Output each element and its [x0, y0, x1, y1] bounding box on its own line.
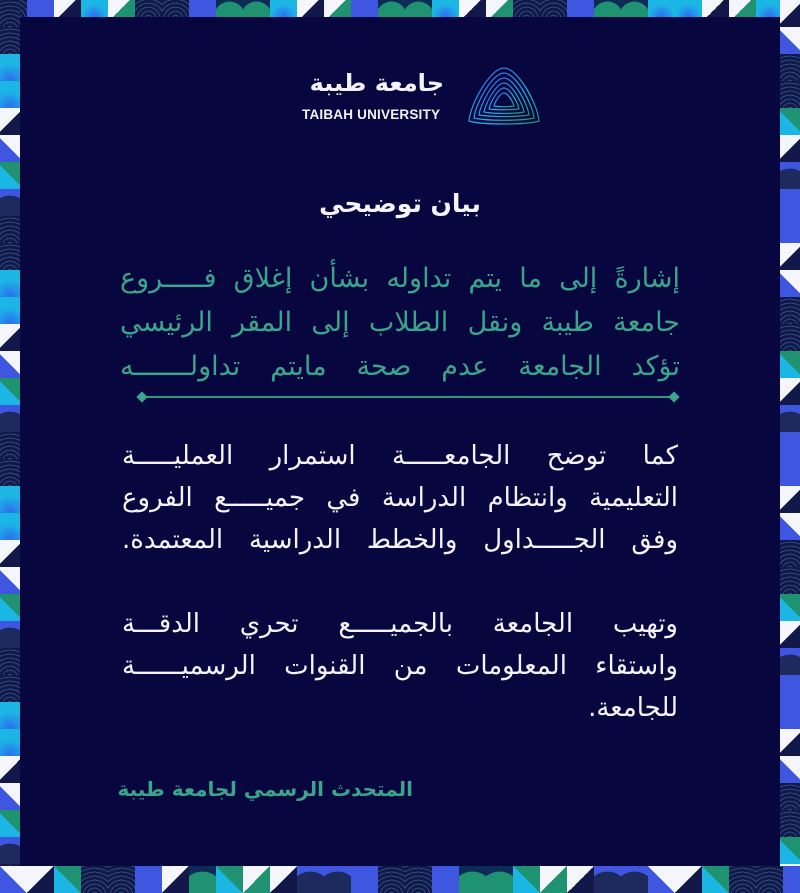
paragraph-line: وفق الجـــــداول والخطط الدراسية المعتمدة.: [122, 525, 678, 555]
statement-panel: [20, 17, 780, 866]
border-bottom: [0, 866, 800, 893]
paragraph-line: كما توضح الجامعـــــة استمرار العمليـــــة: [122, 441, 678, 471]
paragraph-line: التعليمية وانتظام الدراسة في جميـــــع الفروع: [122, 483, 678, 513]
diamond-icon: [668, 391, 679, 402]
lead-line: إشارةً إلى ما يتم تداوله بشأن إغلاق فـــــروع: [120, 263, 680, 294]
paragraph-line: وتهيب الجامعة بالجميـــــع تحري الدقـــة: [122, 609, 678, 639]
logo-english-name: TAIBAH UNIVERSITY: [302, 107, 441, 122]
lead-statement: [120, 257, 680, 389]
official-spokesperson-signature: المتحدث الرسمي لجامعة طيبة: [117, 777, 413, 801]
paragraph-line: للجامعة.: [588, 693, 678, 723]
border-right: [780, 0, 800, 893]
lead-line: تؤكد الجامعة عدم صحة مايتم تداولـــــــه: [120, 351, 680, 382]
border-top: [0, 0, 800, 17]
ornamental-divider: [138, 391, 678, 403]
university-logo: [302, 65, 542, 127]
logo-arabic-name: جامعة طيبة: [309, 69, 444, 97]
paragraph-continuity: [122, 435, 678, 561]
lead-line: جامعة طيبة ونقل الطلاب إلى المقر الرئيسي: [120, 307, 680, 338]
taibah-logo-mark-icon: [466, 65, 542, 127]
diamond-icon: [136, 391, 147, 402]
border-left: [0, 0, 20, 893]
paragraph-line: واستقاء المعلومات من القنوات الرسميــــــة: [122, 651, 678, 681]
paragraph-appeal: [122, 603, 678, 729]
statement-heading: بيان توضيحي: [319, 189, 481, 218]
